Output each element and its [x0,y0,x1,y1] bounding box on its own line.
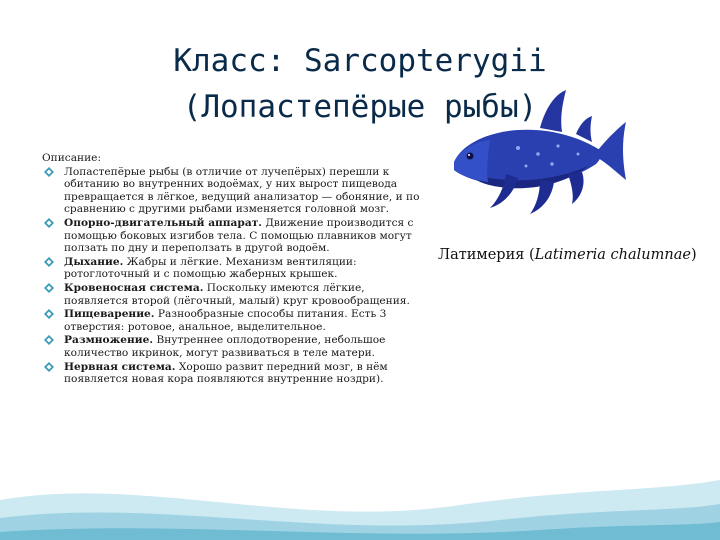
diamond-bullet-icon [44,283,54,293]
diamond-bullet-icon [44,335,54,345]
caption-prefix: Латимерия ( [438,247,535,263]
caption-latin-name: Latimeria chalumnae [534,247,691,263]
item-lead: Дыхание. [64,255,124,268]
list-item [42,256,432,281]
title-line-1: Класс: Sarcopterygii [173,43,547,79]
description-block [42,152,432,387]
item-text: Движение производится с помощью боковых изгибов тела. С помощью плавников могут ползать по дну и переползать в другой водоём. [64,216,414,255]
item-lead: Нервная система. [64,360,176,373]
list-item [42,166,432,216]
coelacanth-fish-illustration [448,88,628,228]
item-text: Внутреннее оплодотворение, небольшое количество икринок, могут развиваться в теле матери. [64,334,386,359]
diamond-bullet-icon [44,257,54,267]
item-lead: Размножение. [64,334,154,347]
fish-caption [438,246,720,264]
list-item [42,361,432,386]
description-list [42,166,432,386]
list-item [42,334,432,359]
item-text: Жабры и лёгкие. Механизм вентиляции: ротоглоточный и с помощью жаберных крышек. [64,255,357,281]
item-text: Хорошо развит передний мозг, в нём появляется новая кора появляются внутренние ноздри). [64,360,388,386]
item-text: Разнообразные способы питания. Есть 3 отверстия: ротовое, анальное, выделительное. [64,308,387,333]
title-line-2: (Лопастепёрые рыбы) [182,89,538,125]
description-heading: Описание: [42,152,102,164]
list-item [42,282,432,307]
list-item [42,308,432,333]
diamond-bullet-icon [44,362,54,372]
item-lead: Кровеносная система. [64,281,204,294]
item-lead: Опорно-двигательный аппарат. [64,216,262,229]
diamond-bullet-icon [44,218,54,228]
diamond-bullet-icon [44,167,54,177]
diamond-bullet-icon [44,309,54,319]
item-text: Поскольку имеются лёгкие, появляется второй (лёгочный, малый) круг кровообращения. [64,281,410,307]
item-lead: Пищеварение. [64,308,155,321]
water-wave-decoration [0,380,720,540]
caption-suffix: ) [690,247,697,263]
list-item [42,217,432,255]
item-text: Лопастепёрые рыбы (в отличие от лучепёрых) перешли к обитанию во внутренних водоёмах, у них вырост пищевода превращается в лёгкое, ведущий анализатор — обоняние, и по сравнению с другими рыбами изменяется головной мозг. [64,165,420,216]
